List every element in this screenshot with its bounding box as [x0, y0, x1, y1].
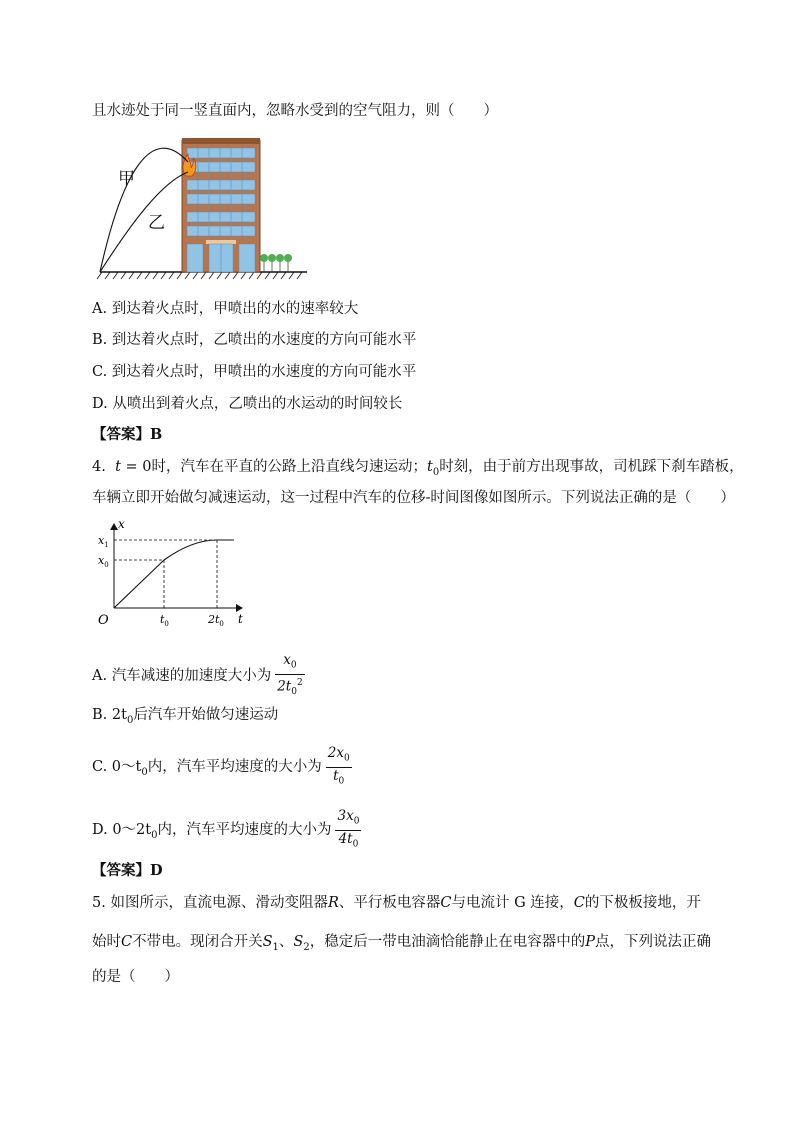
axis-label-t: t [238, 612, 243, 626]
q5-stem-line2: 始时C不带电。现闭合开关$S_1$、$S_2$，稳定后一带电油滴恰能静止在电容器中的P点，下列说法正确 [92, 934, 711, 953]
tick-2t0: $2t_0$ [208, 613, 224, 628]
frac-c: $\frac{2x_0}{t_0}$ [327, 745, 350, 787]
tick-x1: $x_1$ [98, 534, 109, 549]
q4-stem-line1: 4. t = 0时，汽车在平直的公路上沿直线匀速运动；$t_0$时刻，由于前方出现事故，司机踩下刹车踏板， [92, 459, 744, 478]
q5-stem-line1: 5. 如图所示，直流电源、滑动变阻器R、平行板电容器C与电流计 G 连接，C的下极板接地，开 [92, 895, 701, 911]
q3-option-c: C. 到达着火点时，甲喷出的水速度的方向可能水平 [92, 364, 417, 380]
tick-x0: $x_0$ [98, 554, 109, 569]
q4-answer: 【答案】D [92, 862, 163, 879]
q3-option-b: B. 到达着火点时，乙喷出的水速度的方向可能水平 [92, 332, 417, 348]
fire-building-figure [92, 132, 322, 282]
q4-option-a: A. 汽车减速的加速度大小为 $\frac{x_0}{2t_0^2}$ [92, 652, 305, 700]
tick-t0: $t_0$ [160, 613, 169, 628]
guide-lines [114, 540, 217, 608]
q4-stem-line2: 车辆立即开始做匀减速运动，这一过程中汽车的位移-时间图像如图所示。下列说法正确的是（ ） [92, 490, 735, 506]
ground-hatch [97, 272, 307, 279]
q3-option-a: A. 到达着火点时，甲喷出的水的速率较大 [92, 301, 359, 317]
q4-option-b: B. $2t_0$后汽车开始做匀速运动 [92, 707, 279, 726]
x-t-graph [92, 518, 262, 633]
origin-label: O [98, 613, 109, 628]
q4-option-c: C. $0\sim t_0$内，汽车平均速度的大小为 $\frac{2x_0}{t_0}$ [92, 745, 352, 791]
q3-answer: 【答案】B [92, 426, 163, 443]
q5-stem-line3: 的是（ ） [92, 969, 179, 985]
q4-option-d: D. $0\sim 2t_0$内，汽车平均速度的大小为 $\frac{3x_0}{4t_0}$ [92, 808, 361, 854]
x-t-curve [114, 540, 234, 608]
label-jia: 甲 [118, 169, 135, 189]
frac-d: $\frac{3x_0}{4t_0}$ [337, 808, 360, 850]
label-yi: 乙 [148, 213, 165, 233]
frac-a: $\frac{x_0}{2t_0^2}$ [277, 652, 303, 697]
trees [260, 254, 292, 272]
axis-label-x: x [118, 518, 125, 531]
building [182, 138, 260, 272]
q3-option-d: D. 从喷出到着火点，乙喷出的水运动的时间较长 [92, 396, 403, 412]
q3-stem-tail: 且水迹处于同一竖直面内，忽略水受到的空气阻力，则（ ） [92, 103, 498, 119]
